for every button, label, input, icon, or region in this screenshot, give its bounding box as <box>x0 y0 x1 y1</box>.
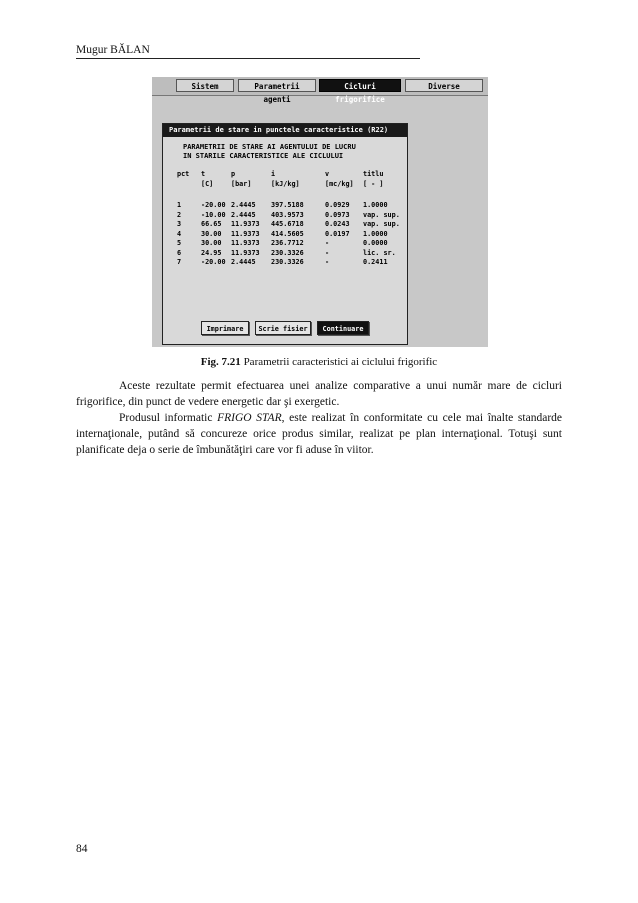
table-cell: 2 <box>177 210 182 219</box>
product-name: FRIGO STAR <box>217 412 282 424</box>
column-unit: [bar] <box>231 180 252 188</box>
column-header: pct <box>177 170 190 178</box>
table-cell: 0.0973 <box>325 210 350 219</box>
table-cell: 1.0000 <box>363 201 388 209</box>
figure-label: Fig. 7.21 <box>200 356 241 368</box>
paragraph-2-before: Produsul informatic <box>119 412 218 424</box>
table-cell: 2.4445 <box>231 201 256 209</box>
table-cell: 11.9373 <box>231 248 260 257</box>
table-cell: 445.6718 <box>271 220 304 228</box>
table-cell: 236.7712 <box>271 239 304 247</box>
table-cell: vap. sup. <box>363 220 400 228</box>
table-cell: 5 <box>177 239 182 247</box>
table-cell: 7 <box>177 258 182 266</box>
table-cell: -10.00 <box>201 210 226 219</box>
table-cell: 397.5188 <box>271 201 304 209</box>
table-cell: -20.00 <box>201 258 226 266</box>
table-cell: - <box>325 258 330 266</box>
table-cell: vap. sup. <box>363 210 400 219</box>
dialog-title: Parametrii de stare in punctele caracteristice (R22) <box>163 124 407 137</box>
paragraph-2 <box>76 410 562 458</box>
menu-sistem[interactable]: Sistem <box>176 79 234 92</box>
table-cell: 403.9573 <box>271 210 304 219</box>
menu-diverse[interactable]: Diverse <box>405 79 483 92</box>
menu-cicluri-frigorifice[interactable]: Cicluri frigorifice <box>319 79 401 92</box>
paragraph-1: Aceste rezultate permit efectuarea unei analize comparative a unui număr mare de cicluri frigorifice, din punct de vedere energetic dar şi exergetic. <box>76 380 562 408</box>
dialog-heading-line1: PARAMETRII DE STARE AI AGENTULUI DE LUCRU <box>183 143 356 151</box>
continue-button[interactable]: Continuare <box>317 321 369 335</box>
page-number: 84 <box>76 843 88 855</box>
column-unit: [mc/kg] <box>325 180 354 188</box>
table-cell: 6 <box>177 248 182 257</box>
table-cell: 30.00 <box>201 239 222 247</box>
program-screenshot <box>152 77 488 347</box>
menu-parametrii-agenti[interactable]: Parametrii agenti <box>238 79 316 92</box>
table-cell: 0.2411 <box>363 258 388 266</box>
column-header: t <box>201 170 206 178</box>
table-cell: 0.0243 <box>325 220 350 228</box>
table-cell: 230.3326 <box>271 248 304 257</box>
table-cell: -20.00 <box>201 201 226 209</box>
table-cell: 0.0197 <box>325 229 350 238</box>
table-cell: lic. sr. <box>363 248 396 257</box>
column-header: i <box>271 170 276 178</box>
column-unit: [ - ] <box>363 180 384 188</box>
running-head: Mugur BĂLAN <box>76 44 420 59</box>
state-parameters-dialog <box>162 123 408 345</box>
column-unit: [C] <box>201 180 214 188</box>
table-cell: 24.95 <box>201 248 222 257</box>
column-header: titlu <box>363 170 384 178</box>
table-cell: 2.4445 <box>231 210 256 219</box>
paragraph-2-after: , este realizat în conformitate cu cele mai înalte standarde internaţionale, putând să concureze orice produs similar, realizat pe plan internaţional. Totuşi sunt planificate deja o serie de îmbunătăţiri care vor fi aduse în viitor. <box>76 412 562 456</box>
table-cell: 0.0000 <box>363 239 388 247</box>
column-header: v <box>325 170 330 178</box>
table-cell: - <box>325 248 330 257</box>
table-cell: 3 <box>177 220 182 228</box>
table-cell: 11.9373 <box>231 229 260 238</box>
table-cell: 414.5605 <box>271 229 304 238</box>
table-cell: 1.0000 <box>363 229 388 238</box>
table-cell: 11.9373 <box>231 239 260 247</box>
table-cell: 11.9373 <box>231 220 260 228</box>
column-header: p <box>231 170 236 178</box>
write-file-button[interactable]: Scrie fisier <box>255 321 311 335</box>
table-cell: - <box>325 239 330 247</box>
table-cell: 4 <box>177 229 182 238</box>
table-cell: 0.0929 <box>325 201 350 209</box>
table-cell: 66.65 <box>201 220 222 228</box>
dialog-heading-line2: IN STARILE CARACTERISTICE ALE CICLULUI <box>183 152 344 160</box>
menu-bar <box>152 77 488 104</box>
table-cell: 30.00 <box>201 229 222 238</box>
table-cell: 2.4445 <box>231 258 256 266</box>
column-unit: [kJ/kg] <box>271 180 300 188</box>
figure-caption-text: Parametrii caracteristici ai ciclului frigorific <box>240 356 438 368</box>
print-button[interactable]: Imprimare <box>201 321 249 335</box>
table-cell: 1 <box>177 201 182 209</box>
table-cell: 230.3326 <box>271 258 304 266</box>
figure-caption <box>0 356 638 368</box>
